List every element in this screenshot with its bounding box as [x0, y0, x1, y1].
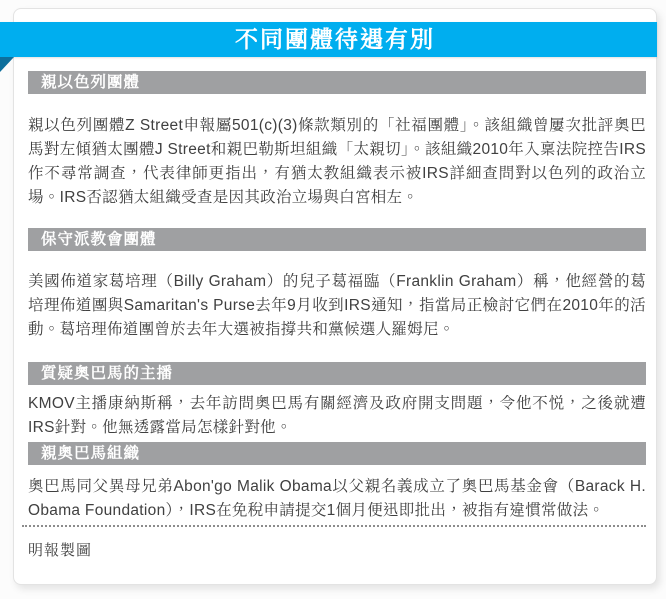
- section-heading-label: 保守派教會團體: [41, 231, 157, 248]
- content-area: [28, 0, 646, 560]
- section-heading-label: 質疑奧巴馬的主播: [41, 365, 174, 382]
- section-heading-label: 親奧巴馬組織: [41, 445, 141, 462]
- section-header-pro-obama: [28, 442, 646, 465]
- section-body-conservative-church: 美國佈道家葛培理（Billy Graham）的兒子葛福臨（Franklin Graham）稱，他經營的葛培理佈道團與Samaritan's Purse去年9月收到IRS通知，指當局正檢討它們在2010年的活動。葛培理佈道團曾於去年大選被指撐共和黨候選人羅姆尼。: [28, 273, 646, 338]
- section-header-conservative-church: [28, 228, 646, 251]
- section-body-pro-obama: 奧巴馬同父異母兄弟Abon'go Malik Obama以父親名義成立了奧巴馬基金會（Barack H. Obama Foundation），IRS在免稅申請提交1個月便迅即批出，被指有違慣常做法。: [28, 478, 646, 519]
- banner-fold-triangle: [0, 57, 14, 72]
- credit-label: 明報製圖: [28, 542, 93, 559]
- section-heading-label: 親以色列團體: [41, 74, 141, 91]
- section-header-anchor: [28, 362, 646, 385]
- section-body-anchor: KMOV主播康納斯稱，去年訪問奧巴馬有關經濟及政府開支問題，令他不悦，之後就遭IRS針對。他無透露當局怎樣針對他。: [28, 395, 646, 436]
- section-body-pro-israel: 親以色列團體Z Street申報屬501(c)(3)條款類別的「社福團體」。該組織曾屢次批評奧巴馬對左傾猶太團體J Street和親巴勒斯坦組織「太親切」。該組織2010年入稟法院控告IRS作不尋常調查，代表律師更指出，有猶太教組織表示被IRS詳細查問對以色列的政治立場。IRS否認猶太組織受查是因其政治立場與白宮相左。: [28, 117, 646, 206]
- page-title: 不同團體待遇有別: [235, 26, 435, 52]
- section-header-pro-israel: [28, 71, 646, 94]
- dotted-separator: [22, 525, 646, 527]
